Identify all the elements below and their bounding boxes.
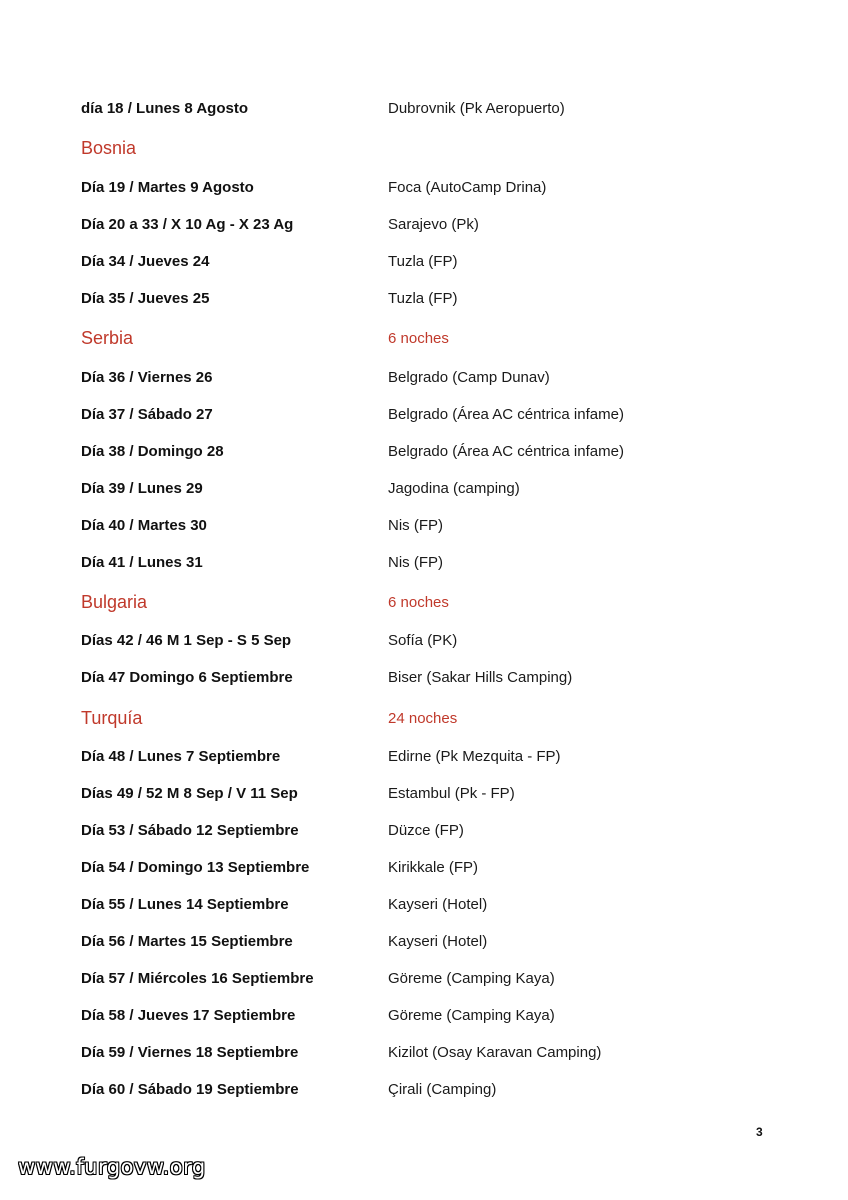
place-label: Estambul (Pk - FP) (388, 784, 515, 802)
itinerary-row (81, 1078, 781, 1100)
place-label: Düzce (FP) (388, 821, 464, 839)
day-label: Día 34 / Jueves 24 (81, 252, 210, 270)
itinerary-row (81, 1004, 781, 1026)
country-name: Turquía (81, 707, 143, 728)
itinerary-row (81, 930, 781, 952)
itinerary-row (81, 287, 781, 309)
place-label: Sarajevo (Pk) (388, 215, 479, 233)
itinerary-row (81, 967, 781, 989)
day-label: Día 38 / Domingo 28 (81, 442, 224, 460)
itinerary-row (81, 176, 781, 198)
place-label: Biser (Sakar Hills Camping) (388, 668, 573, 686)
itinerary-row (81, 1041, 781, 1063)
day-label: Días 42 / 46 M 1 Sep - S 5 Sep (81, 631, 292, 649)
day-label: Día 48 / Lunes 7 Septiembre (81, 747, 281, 765)
itinerary-row (81, 477, 781, 499)
day-label: Día 35 / Jueves 25 (81, 289, 210, 307)
nights-count: 6 noches (388, 329, 449, 347)
itinerary-row (81, 514, 781, 536)
country-name: Bosnia (81, 137, 137, 158)
place-label: Kayseri (Hotel) (388, 932, 488, 950)
place-label: Edirne (Pk Mezquita - FP) (388, 747, 561, 765)
day-label: Día 57 / Miércoles 16 Septiembre (81, 969, 314, 987)
country-heading-serbia (81, 327, 781, 349)
country-heading-turquia (81, 707, 781, 729)
day-label: Día 19 / Martes 9 Agosto (81, 178, 254, 196)
itinerary-row (81, 250, 781, 272)
itinerary-row (81, 97, 781, 119)
itinerary-row (81, 403, 781, 425)
day-label: Día 20 a 33 / X 10 Ag - X 23 Ag (81, 215, 294, 233)
day-label: Día 56 / Martes 15 Septiembre (81, 932, 293, 950)
watermark: www.furgovw.org (18, 1155, 206, 1179)
country-heading-bulgaria (81, 591, 781, 613)
itinerary-row (81, 819, 781, 841)
itinerary-row (81, 666, 781, 688)
itinerary-row (81, 856, 781, 878)
place-label: Nis (FP) (388, 516, 443, 534)
day-label: Día 55 / Lunes 14 Septiembre (81, 895, 289, 913)
nights-count: 24 noches (388, 709, 458, 727)
place-label: Kizilot (Osay Karavan Camping) (388, 1043, 602, 1061)
page-number: 3 (756, 1125, 763, 1139)
place-label: Belgrado (Área AC céntrica infame) (388, 442, 624, 460)
place-label: Kayseri (Hotel) (388, 895, 488, 913)
day-label: Día 53 / Sábado 12 Septiembre (81, 821, 299, 839)
itinerary-row (81, 745, 781, 767)
day-label: Día 36 / Viernes 26 (81, 368, 213, 386)
place-label: Tuzla (FP) (388, 289, 458, 307)
itinerary-row (81, 440, 781, 462)
place-label: Belgrado (Área AC céntrica infame) (388, 405, 624, 423)
itinerary-row (81, 213, 781, 235)
day-label: Día 60 / Sábado 19 Septiembre (81, 1080, 299, 1098)
place-label: Göreme (Camping Kaya) (388, 1006, 555, 1024)
day-label: Día 39 / Lunes 29 (81, 479, 203, 497)
place-label: Foca (AutoCamp Drina) (388, 178, 547, 196)
itinerary-row (81, 893, 781, 915)
place-label: Jagodina (camping) (388, 479, 520, 497)
place-label: Belgrado (Camp Dunav) (388, 368, 550, 386)
day-label: Día 59 / Viernes 18 Septiembre (81, 1043, 299, 1061)
place-label: Göreme (Camping Kaya) (388, 969, 555, 987)
itinerary-row (81, 782, 781, 804)
day-label: Día 47 Domingo 6 Septiembre (81, 668, 293, 686)
place-label: Çirali (Camping) (388, 1080, 497, 1098)
country-name: Serbia (81, 327, 134, 348)
place-label: Dubrovnik (Pk Aeropuerto) (388, 99, 565, 117)
day-label: Día 54 / Domingo 13 Septiembre (81, 858, 310, 876)
itinerary-row (81, 551, 781, 573)
itinerary-row (81, 366, 781, 388)
day-label: Día 37 / Sábado 27 (81, 405, 213, 423)
place-label: Sofía (PK) (388, 631, 458, 649)
country-heading-bosnia (81, 137, 781, 159)
day-label: Días 49 / 52 M 8 Sep / V 11 Sep (81, 784, 298, 802)
day-label: día 18 / Lunes 8 Agosto (81, 99, 248, 117)
nights-count: 6 noches (388, 593, 449, 611)
place-label: Nis (FP) (388, 553, 443, 571)
day-label: Día 40 / Martes 30 (81, 516, 207, 534)
place-label: Kirikkale (FP) (388, 858, 479, 876)
country-name: Bulgaria (81, 591, 148, 612)
day-label: Día 41 / Lunes 31 (81, 553, 203, 571)
place-label: Tuzla (FP) (388, 252, 458, 270)
day-label: Día 58 / Jueves 17 Septiembre (81, 1006, 296, 1024)
itinerary-row (81, 629, 781, 651)
